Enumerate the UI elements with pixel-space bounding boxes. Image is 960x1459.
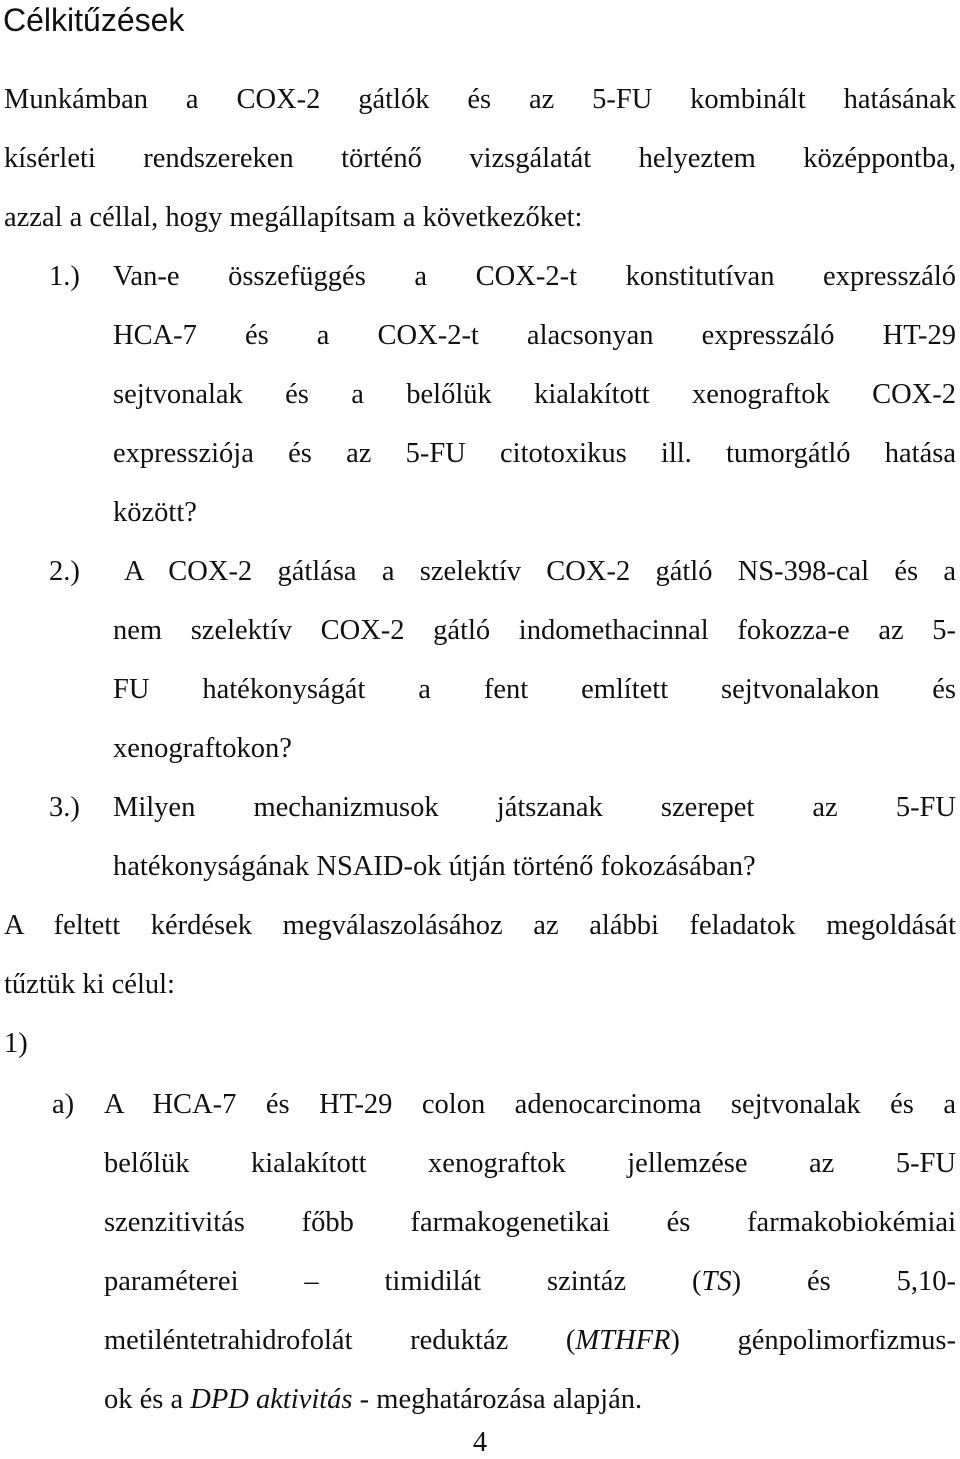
question-1-line-4: expressziója és az 5-FU citotoxikus ill. tumorgátló hatása (113, 438, 956, 469)
intro-line-3: azzal a céllal, hogy megállapítsam a következőket: (4, 202, 583, 233)
task-a-line-6-start: ok és a (104, 1384, 191, 1415)
page-heading: Célkitűzések (3, 2, 185, 38)
question-3-line-1: Milyen mechanizmusok játszanak szerepet az 5-FU (113, 792, 956, 823)
task-a-line-1: A HCA-7 és HT-29 colon adenocarcinoma sejtvonalak és a (104, 1089, 956, 1120)
task-a-marker: a) (52, 1089, 75, 1120)
question-3-marker: 3.) (49, 792, 80, 823)
tasks-intro-line-1: A feltett kérdések megválaszolásához az alábbi feladatok megoldását (4, 910, 956, 941)
task-a-line-4-end: ) és 5,10- (731, 1266, 956, 1297)
task-a-line-6 (104, 1382, 642, 1418)
page-number: 4 (472, 1427, 488, 1458)
question-1-line-1: Van-e összefüggés a COX-2-t konstitutívan expresszáló (113, 261, 956, 292)
task-a-line-5-end: ) génpolimorfizmus- (670, 1325, 956, 1356)
question-2-line-1: A COX-2 gátlása a szelektív COX-2 gátló NS-398-cal és a (124, 556, 956, 587)
question-3-line-2: hatékonyságának NSAID-ok útján történő fokozásában? (113, 851, 756, 882)
task-a-line-4 (104, 1264, 956, 1300)
task-a-line-6-end: - meghatározása alapján. (352, 1384, 643, 1415)
task-a-line-2: belőlük kialakított xenograftok jellemzése az 5-FU (104, 1148, 956, 1179)
question-2-line-2: nem szelektív COX-2 gátló indomethacinnal fokozza-e az 5- (113, 615, 956, 646)
tasks-intro-line-2: tűztük ki célul: (4, 969, 175, 1000)
task-a-line-5 (104, 1323, 956, 1359)
question-2-line-4: xenograftokon? (113, 733, 292, 764)
task-a-line-4-start: paraméterei – timidilát szintáz ( (104, 1266, 702, 1297)
dpd-activity: DPD aktivitás (190, 1384, 353, 1415)
intro-line-1: Munkámban a COX-2 gátlók és az 5-FU kombinált hatásának (4, 84, 956, 115)
mthfr-abbreviation: MTHFR (575, 1325, 671, 1356)
question-1-line-5: között? (113, 497, 197, 528)
task-number: 1) (4, 1028, 28, 1059)
task-a-line-3: szenzitivitás főbb farmakogenetikai és farmakobiokémiai (104, 1207, 956, 1238)
ts-abbreviation: TS (701, 1266, 732, 1297)
question-1-line-2: HCA-7 és a COX-2-t alacsonyan expresszáló HT-29 (113, 320, 956, 351)
intro-line-2: kísérleti rendszereken történő vizsgálatát helyeztem középpontba, (4, 143, 956, 174)
question-1-line-3: sejtvonalak és a belőlük kialakított xenograftok COX-2 (113, 379, 956, 410)
task-a-line-5-start: metiléntetrahidrofolát reduktáz ( (104, 1325, 576, 1356)
question-2-line-3: FU hatékonyságát a fent említett sejtvonalakon és (113, 674, 956, 705)
question-2-marker: 2.) (49, 556, 80, 587)
question-1-marker: 1.) (49, 261, 80, 292)
